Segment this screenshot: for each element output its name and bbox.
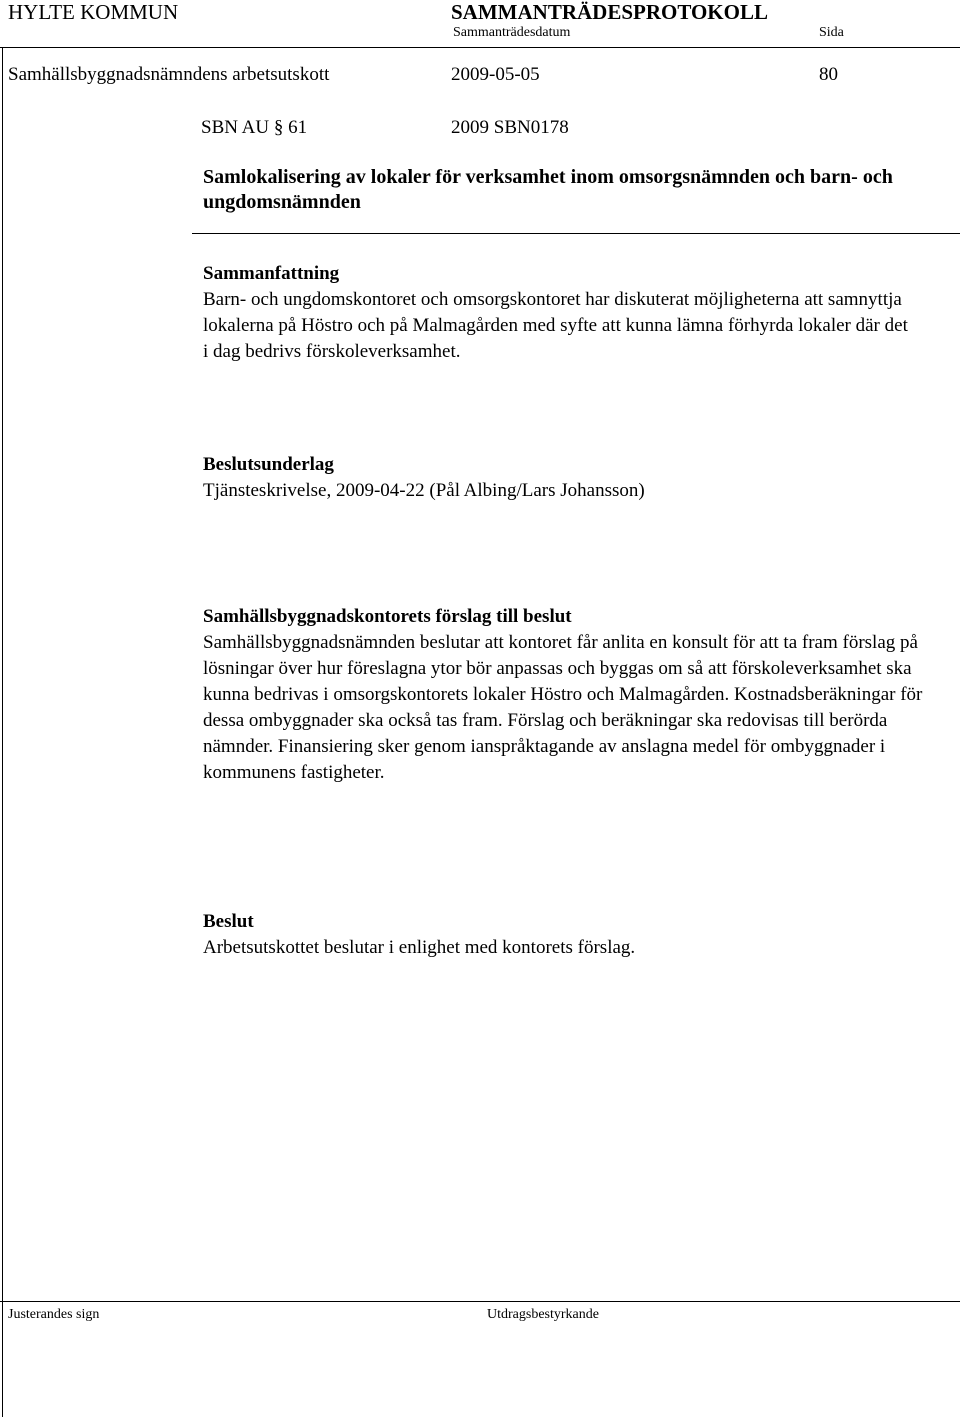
- proposal-section: [203, 604, 948, 786]
- basis-text: Tjänsteskrivelse, 2009-04-22 (Pål Albing/Lars Johansson): [203, 480, 645, 501]
- footer-rule: [0, 1301, 960, 1302]
- summary-heading: Sammanfattning: [203, 263, 340, 284]
- proposal-heading: Samhällsbyggnadskontorets förslag till beslut: [203, 606, 572, 627]
- title-rule: [192, 233, 960, 234]
- meeting-body: Samhällsbyggnadsnämndens arbetsutskott: [8, 64, 330, 85]
- document-type: SAMMANTRÄDESPROTOKOLL: [451, 0, 768, 24]
- decision-section: [203, 909, 948, 961]
- meeting-date-label: Sammanträdesdatum: [453, 25, 571, 40]
- decision-text: Arbetsutskottet beslutar i enlighet med kontorets förslag.: [203, 937, 636, 958]
- page-label: Sida: [819, 25, 844, 40]
- basis-heading: Beslutsunderlag: [203, 454, 334, 475]
- meeting-date: 2009-05-05: [451, 64, 540, 85]
- basis-section: [203, 452, 948, 504]
- adjuster-signature-label: Justerandes sign: [8, 1307, 100, 1322]
- extract-certification-label: Utdragsbestyrkande: [487, 1307, 599, 1322]
- summary-text: Barn- och ungdomskontoret och omsorgskontoret har diskuterat möjligheterna att samnyttja lokalerna på Höstro och på Malmagården med syfte att kunna lämna förhyrda lokaler där det i dag bedrivs förskoleverksamhet.: [203, 289, 908, 362]
- municipality-name: HYLTE KOMMUN: [8, 0, 179, 24]
- page-number: 80: [819, 64, 838, 85]
- diary-number: 2009 SBN0178: [451, 117, 569, 138]
- proposal-text: Samhällsbyggnadsnämnden beslutar att kontoret får anlita en konsult för att ta fram förslag på lösningar över hur föreslagna ytor bör anpassas och byggas om så att förskoleverksamhet ska kunna bedrivas i omsorgskontorets lokaler Höstro och Malmagården. Kostnadsberäkningar för dessa ombyggnader ska också tas fram. Förslag och beräkningar ska redovisas till berörda nämnder. Finansiering sker genom ianspråktagande av anslagna medel för ombyggnader i kommunens fastigheter.: [203, 632, 923, 783]
- decision-heading: Beslut: [203, 911, 254, 932]
- summary-section: [203, 261, 948, 365]
- header-rule: [0, 47, 960, 48]
- case-paragraph: SBN AU § 61: [201, 117, 308, 138]
- left-border: [2, 47, 3, 1417]
- case-title: Samlokalisering av lokaler för verksamhet inom omsorgsnämnden och barn- och ungdomsnämnden: [203, 166, 893, 213]
